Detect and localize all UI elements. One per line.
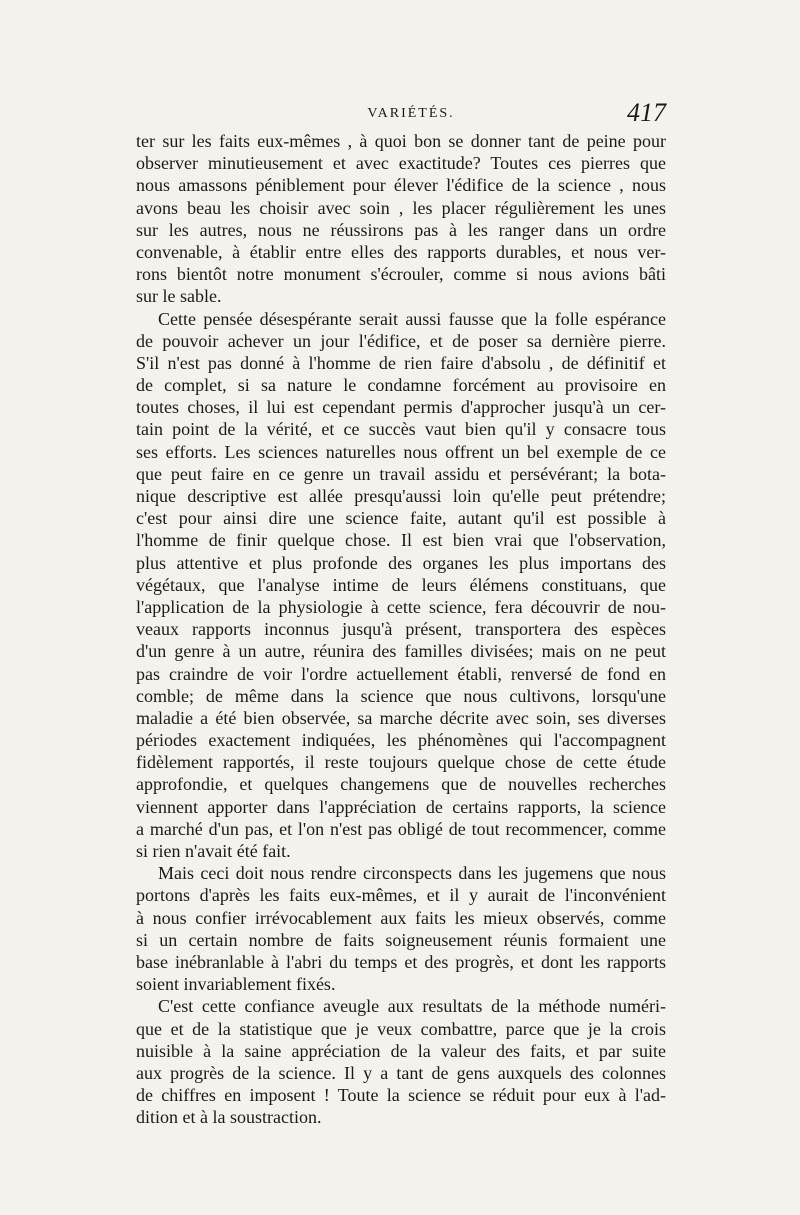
text-line: végétaux, que l'analyse intime de leurs élémens constituans, que [136,574,666,595]
text-line: toutes choses, il lui est cependant permis d'approcher jusqu'à un cer- [136,397,666,418]
page-number: 417 [627,98,666,127]
text-line: que peut faire en ce genre un travail assidu et persévérant; la bota- [136,463,666,484]
text-line: pas craindre de voir l'ordre actuellement établi, renversé de fond en [136,663,666,684]
text-line: que et de la statistique que je veux combattre, parce que je la crois [136,1018,666,1039]
text-line: soient invariablement fixés. [136,974,336,995]
text-line: maladie a été bien observée, sa marche décrite avec soin, ses diverses [136,707,666,728]
text-line: nique descriptive est allée presqu'aussi loin qu'elle peut prétendre; [136,486,666,506]
text-line: viennent apporter dans l'appréciation de certains rapports, la science [136,796,666,817]
text-line: c'est pour ainsi dire une science faite, autant qu'il est possible à [136,508,666,529]
text-line: nuisible à la saine appréciation de la valeur des faits, et par suite [136,1040,666,1061]
text-line: Cette pensée désespérante serait aussi fausse que la folle espérance [158,308,666,329]
text-line: sur les autres, nous ne réussirons pas à les ranger dans un ordre [136,219,666,240]
text-line: fidèlement rapportés, il reste toujours quelque chose de cette étude [136,752,666,773]
text-line: tain point de la vérité, et ce succès vaut bien qu'il y consacre tous [136,419,666,440]
text-line: si un certain nombre de faits soigneusement réunis formaient une [136,929,666,950]
text-line: de chiffres en imposent ! Toute la science se réduit pour eux à l'ad- [136,1085,666,1106]
text-line: périodes exactement indiquées, les phénomènes qui l'accompagnent [136,730,666,751]
text-line: sur le sable. [136,286,222,307]
text-line: veaux rapports inconnus jusqu'à présent, transportera des espèces [136,619,666,640]
text-line: ter sur les faits eux-mêmes , à quoi bon se donner tant de peine pour [136,131,666,151]
running-title: VARIÉTÉS. [367,106,455,121]
text-line: base inébranlable à l'abri du temps et des progrès, et dont les rapports [136,951,666,972]
text-line: l'homme de finir quelque chose. Il est bien vrai que l'observation, [136,530,666,551]
text-line: ses efforts. Les sciences naturelles nous offrent un bel exemple de ce [136,441,666,462]
text-line: comble; de même dans la science que nous cultivons, lorsqu'une [136,685,666,706]
text-line: avons beau les choisir avec soin , les placer régulièrement les unes [136,197,666,218]
text-line: nous amassons péniblement pour élever l'édifice de la science , nous [136,175,666,196]
body-text [136,130,666,1128]
text-line: aux progrès de la science. Il y a tant de gens auxquels des colonnes [136,1062,666,1083]
page-header [136,96,666,128]
text-line: convenable, à établir entre elles des rapports durables, et nous ver- [136,241,666,262]
text-line: de complet, si sa nature le condamne forcément au provisoire en [136,375,666,396]
text-line: d'un genre à un autre, réunira des familles divisées; mais on ne peut [136,641,666,662]
text-line: C'est cette confiance aveugle aux resultats de la méthode numéri- [158,996,666,1017]
text-line: de pouvoir achever un jour l'édifice, et de poser sa dernière pierre. [136,330,666,351]
text-line: si rien n'avait été fait. [136,841,291,861]
text-line: a marché d'un pas, et l'on n'est pas obligé de tout recommencer, comme [136,818,666,839]
text-line: l'application de la physiologie à cette science, fera découvrir de nou- [136,596,666,617]
text-line: observer minutieusement et avec exactitude? Toutes ces pierres que [136,153,666,174]
text-line: approfondie, et quelques changemens que de nouvelles recherches [136,774,666,795]
text-line: portons d'après les faits eux-mêmes, et il y aurait de l'inconvénient [136,885,666,906]
text-line: rons bientôt notre monument s'écrouler, comme si nous avions bâti [136,264,666,285]
text-line: Mais ceci doit nous rendre circonspects dans les jugemens que nous [158,863,666,884]
text-line: plus attentive et plus profonde des organes les plus importans des [136,552,666,573]
text-line: S'il n'est pas donné à l'homme de rien faire d'absolu , de définitif et [136,352,666,373]
text-line: dition et à la soustraction. [136,1107,322,1128]
text-line: à nous confier irrévocablement aux faits les mieux observés, comme [136,907,666,928]
